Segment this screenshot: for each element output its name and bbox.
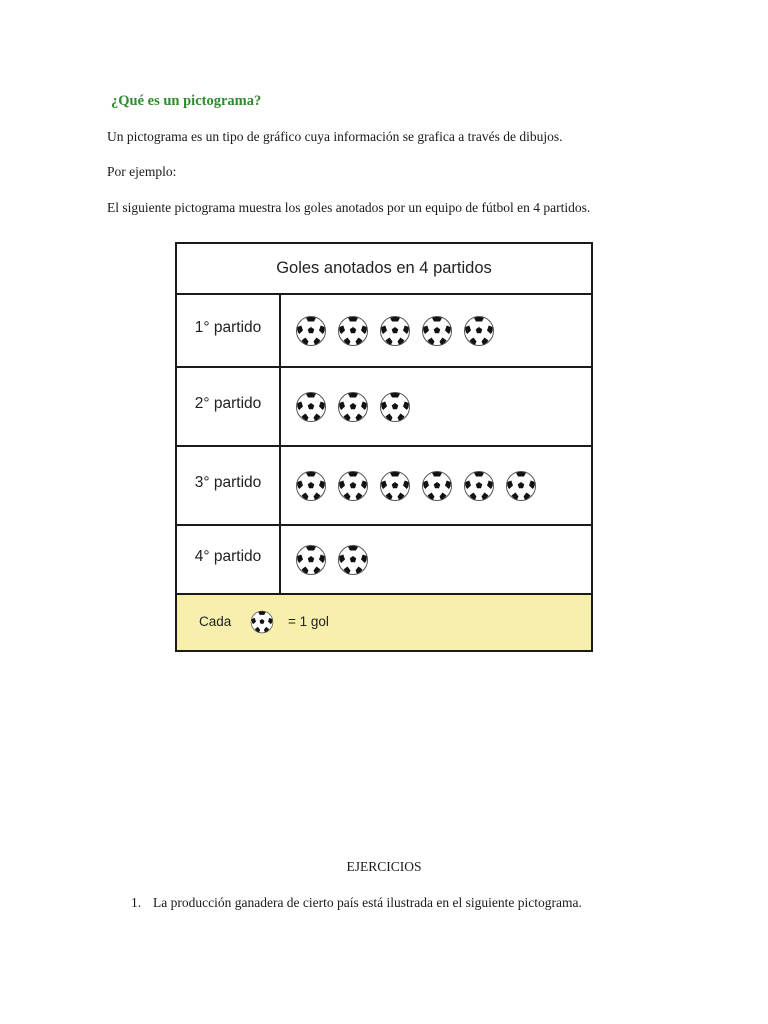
pictogram-row [177, 526, 591, 595]
soccer-ball-icon [421, 470, 453, 502]
pictogram-row [177, 368, 591, 447]
soccer-ball-icon [337, 544, 369, 576]
soccer-ball-icon [250, 610, 274, 634]
exercises-title: EJERCICIOS [346, 859, 422, 874]
pictogram-description: El siguiente pictograma muestra los goles anotados por un equipo de fútbol en 4 partidos. [107, 200, 591, 215]
soccer-ball-icon [295, 315, 327, 347]
row-label: 3° partido [177, 447, 281, 524]
soccer-ball-icon [337, 391, 369, 423]
soccer-ball-icon [463, 470, 495, 502]
row-label: 2° partido [177, 368, 281, 445]
row-icons [295, 295, 505, 368]
soccer-ball-icon [337, 315, 369, 347]
soccer-ball-icon [250, 610, 274, 634]
pictogram-row [177, 295, 591, 368]
row-icons [295, 368, 421, 447]
row-label: 1° partido [177, 295, 281, 366]
intro-paragraph: Un pictograma es un tipo de gráfico cuya información se grafica a través de dibujos. [107, 129, 563, 144]
soccer-ball-icon [295, 470, 327, 502]
example-label: Por ejemplo: [107, 164, 177, 179]
pictogram-title: Goles anotados en 4 partidos [177, 244, 591, 295]
exercise-text: La producción ganadera de cierto país está ilustrada en el siguiente pictograma. [153, 895, 582, 910]
soccer-ball-icon [379, 470, 411, 502]
pictogram-row [177, 447, 591, 526]
soccer-ball-icon [463, 315, 495, 347]
soccer-ball-icon [295, 544, 327, 576]
exercise-number: 1. [131, 895, 142, 910]
legend-value: = 1 gol [288, 614, 329, 629]
soccer-ball-icon [379, 391, 411, 423]
pictogram-legend [177, 595, 591, 650]
soccer-ball-icon [337, 470, 369, 502]
section-heading: ¿Qué es un pictograma? [111, 93, 262, 109]
row-icons [295, 526, 379, 595]
soccer-ball-icon [295, 391, 327, 423]
soccer-ball-icon [421, 315, 453, 347]
pictogram-table [175, 242, 593, 652]
row-label: 4° partido [177, 526, 281, 593]
legend-prefix: Cada [199, 614, 232, 629]
soccer-ball-icon [505, 470, 537, 502]
row-icons [295, 447, 547, 526]
exercise-item [131, 895, 582, 911]
soccer-ball-icon [379, 315, 411, 347]
